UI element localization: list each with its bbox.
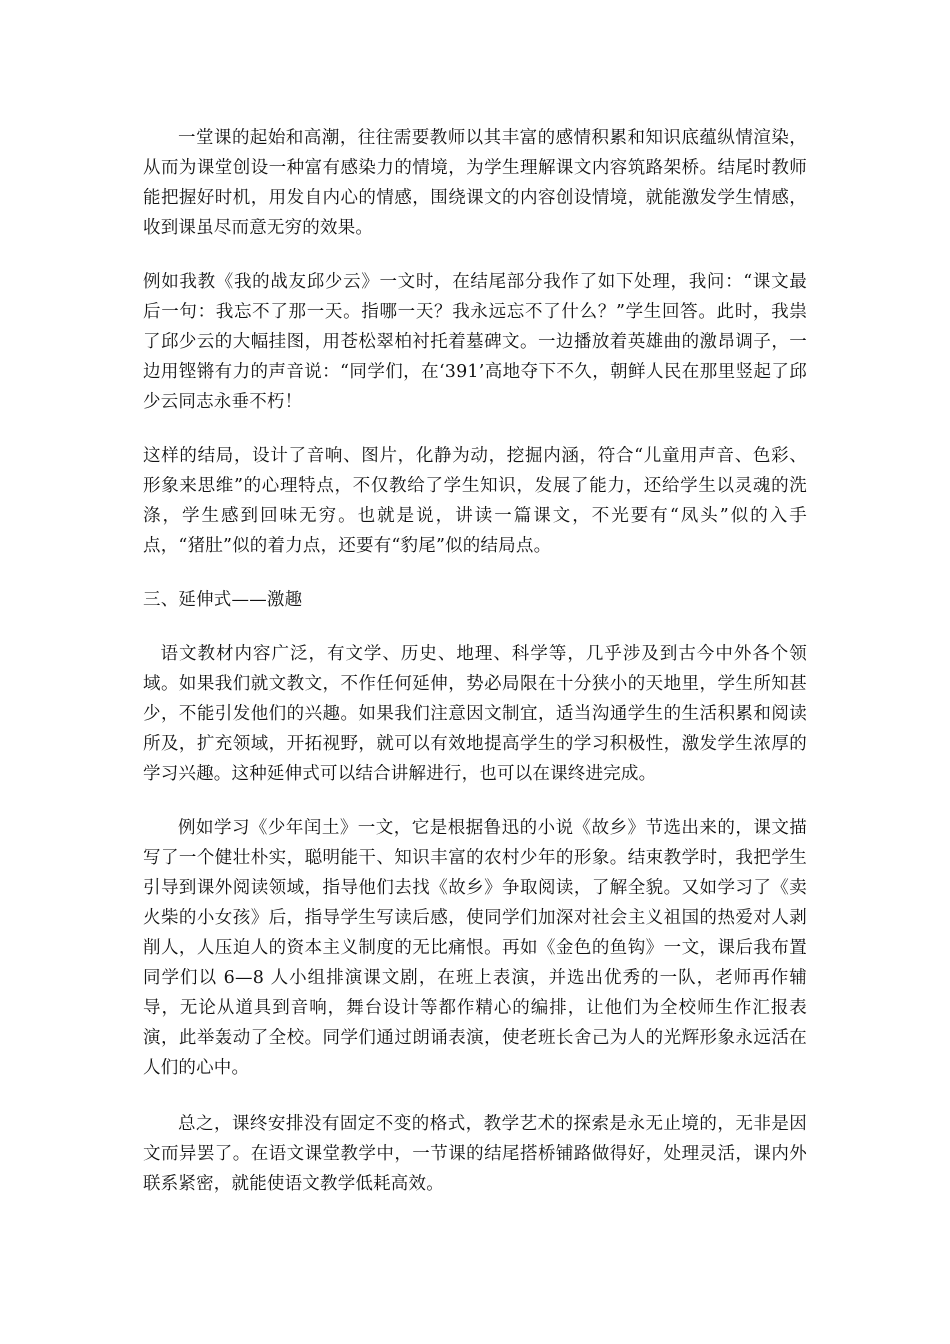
paragraph-1: 一堂课的起始和高潮，往往需要教师以其丰富的感情积累和知识底蕴纵情渲染，从而为课堂创设一种富有感染力的情境，为学生理解课文内容筑路架桥。结尾时教师能把握好时机，用发自内心的情感，围绕课文的内容创设情境，就能激发学生情感，收到课虽尽而意无穷的效果。 <box>143 128 807 238</box>
paragraph-2: 例如我教《我的战友邱少云》一文时，在结尾部分我作了如下处理，我问：“课文最后一句：我忘不了那一天。指哪一天？我永远忘不了什么？”学生回答。此时，我祟 了邱少云的大幅挂图，用苍松翠柏衬托着墓碑文。一边播放着英雄曲的激昂调子，一边用铿锵有力的声音说：“同学们，在‘391’高地夺下不久，朝鲜人民在那里竖起了邱少云同志永垂不朽！ <box>143 272 807 412</box>
paragraph-3: 这样的结局，设计了音响、图片，化静为动，挖掘内涵，符合“儿童用声音、色彩、形象来思维”的心理特点，不仅教给了学生知识，发展了能力，还给学生以灵魂的洗涤，学生感到回味无穷。也就是说，讲读一篇课文，不光要有“凤头”似的入手点，“猪肚”似的着力点，还要有“豹尾”似的结局点。 <box>143 446 807 556</box>
section-heading: 三、延伸式——激趣 <box>143 590 303 610</box>
paragraph-5: 例如学习《少年闰土》一文，它是根据鲁迅的小说《故乡》节选出来的，课文描写了一个健壮朴实，聪明能干、知识丰富的农村少年的形象。结束教学时，我把学生引导到课外阅读领域，指导他们去找《故乡》争取阅读，了解全貌。又如学习了《卖火柴的小女孩》后，指导学生写读后感，使同学们加深对社会主义祖国的热爱对人剥削人，人压迫人的资本主义制度的无比痛恨。再如《金色的鱼钩》一文，课后我布置同学们以 6—8 人小组排演课文剧，在班上表演，并选出优秀的一队，老师再作辅导，无论从道具到音响，舞台设计等都作精心的编排，让他们为全校师生作汇报表演，此举轰动了全校。同学们通过朗诵表演，使老班长舍己为人的光辉形象永远活在人们的心中。 <box>143 818 807 1078</box>
paragraph-4: 语文教材内容广泛，有文学、历史、地理、科学等，几乎涉及到古今中外各个领域。如果我们就文教文，不作任何延伸，势必局限在十分狭小的天地里，学生所知甚少，不能引发他们的兴趣。如果我们注意因文制宜，适当沟通学生的生活积累和阅读所及，扩充领域，开拓视野，就可以有效地提高学生的学习积极性，激发学生浓厚的学习兴趣。这种延伸式可以结合讲解进行，也可以在课终进完成。 <box>143 644 807 784</box>
document-body <box>143 123 807 1199</box>
paragraph-6: 总之，课终安排没有固定不变的格式，教学艺术的探索是永无止境的，无非是因文而异罢了。在语文课堂教学中，一节课的结尾搭桥铺路做得好，处理灵活，课内外联系紧密，就能使语文教学低耗高效。 <box>143 1114 807 1194</box>
